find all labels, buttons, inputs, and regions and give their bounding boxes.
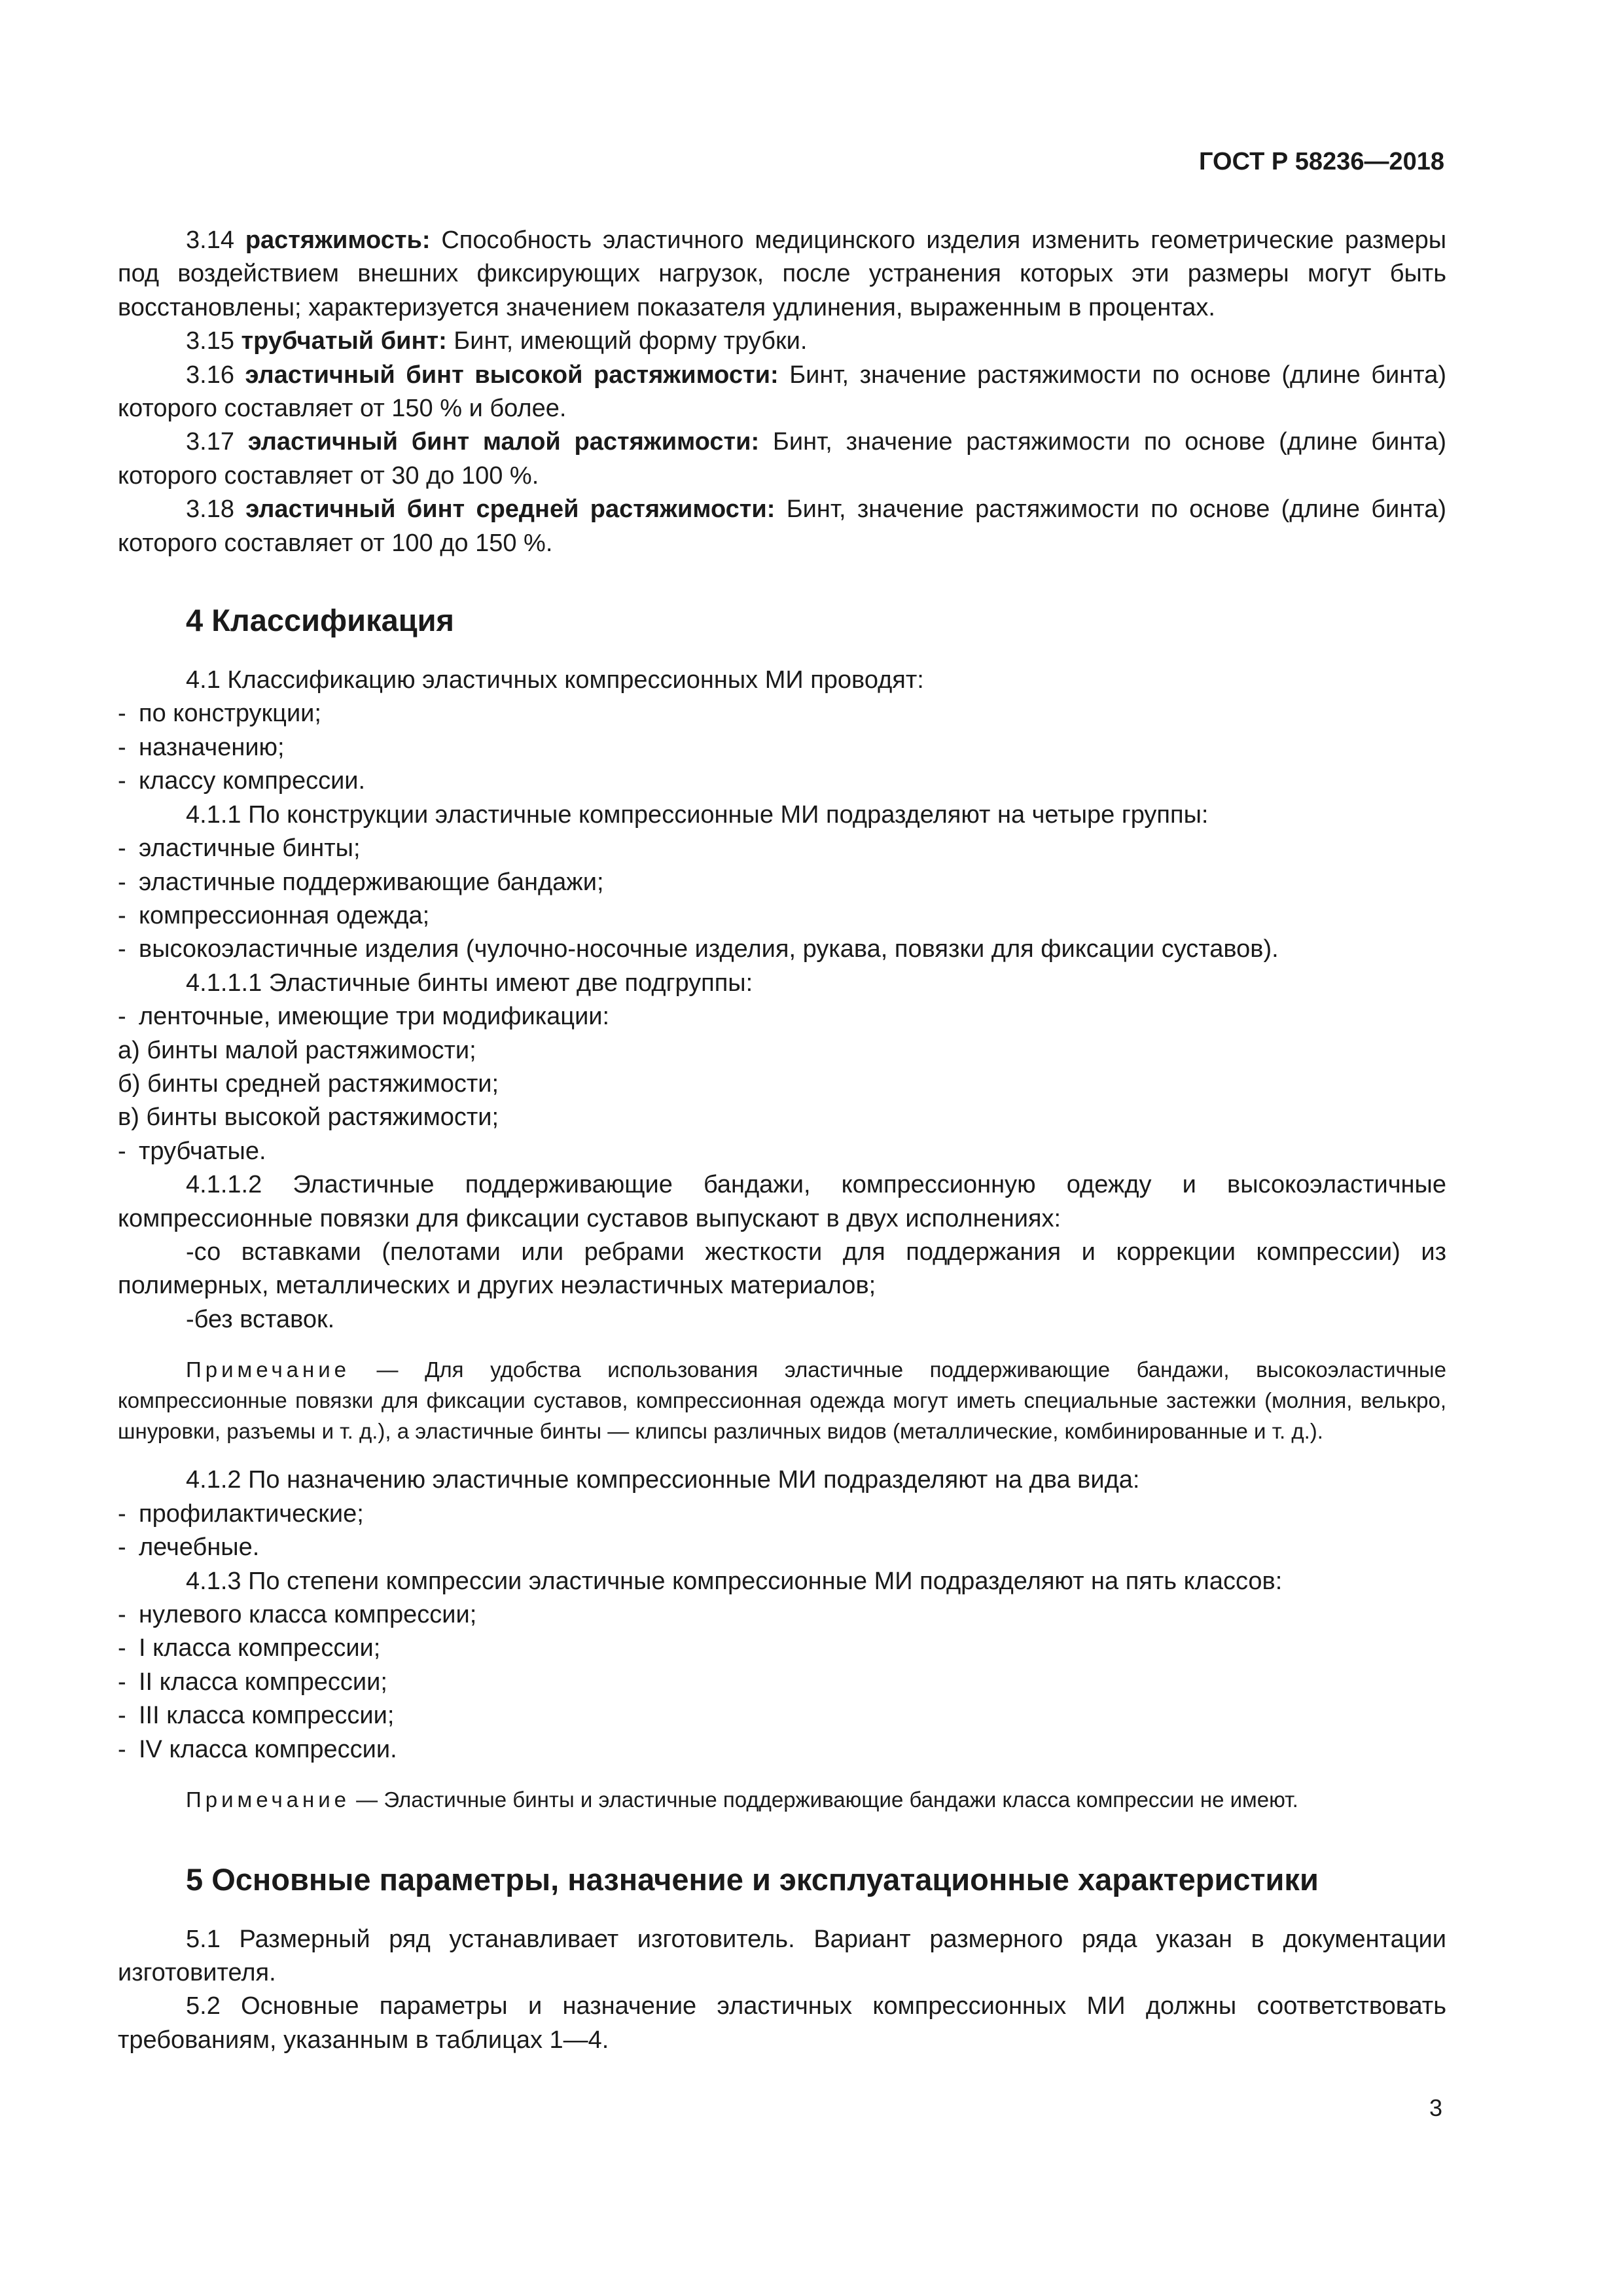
list-item: - IV класса компрессии. — [118, 1735, 397, 1763]
document-body — [118, 224, 1446, 2057]
list-item: - компрессионная одежда; — [118, 901, 430, 929]
definition-3-14: 3.14 растяжимость: Способность эластичного медицинского изделия изменить геометрические размеры под воздействием внешних фиксирующих нагрузок, после устранения которых эти размеры могут быть восстановлены; характеризуется значением показателя удлинения, выраженным в процентах. — [118, 226, 1447, 321]
list-item: б) бинты средней растяжимости; — [118, 1069, 499, 1098]
section-5-title: 5 Основные параметры, назначение и эксплуатационные характеристики — [186, 1861, 1319, 1897]
paragraph-4-1: 4.1 Классификацию эластичных компрессионных МИ проводят: — [186, 666, 924, 694]
note-label: Примечание — [186, 1357, 351, 1382]
list-item: - профилактические; — [118, 1499, 364, 1528]
paragraph-4-1-1: 4.1.1 По конструкции эластичные компрессионные МИ подразделяют на четыре группы: — [186, 800, 1209, 829]
paragraph-4-1-3: 4.1.3 По степени компрессии эластичные компрессионные МИ подразделяют на пять классов: — [186, 1567, 1283, 1595]
paragraph-4-1-1-1: 4.1.1.1 Эластичные бинты имеют две подгруппы: — [186, 969, 753, 997]
definition-3-18: 3.18 эластичный бинт средней растяжимости: Бинт, значение растяжимости по основе (длине бинта) которого составляет от 100 до 150 %. — [118, 495, 1446, 557]
page-number: 3 — [1429, 2094, 1442, 2121]
list-item: - назначению; — [118, 733, 285, 761]
list-item: - лечебные. — [118, 1534, 260, 1562]
list-item: - III класса компрессии; — [118, 1702, 395, 1730]
list-item: - по конструкции; — [118, 700, 321, 728]
paragraph-5-1: 5.1 Размерный ряд устанавливает изготовитель. Вариант размерного ряда указан в документации изготовителя. — [118, 1925, 1446, 1987]
section-4-title: 4 Классификация — [186, 603, 454, 638]
note-1: Примечание — Для удобства использования эластичные поддерживающие бандажи, высокоэластичные компрессионные повязки для фиксации суставов, компрессионная одежда могут иметь специальные застежки (молния, велькро, шнуровки, разъемы и т. д.), а эластичные бинты — клипсы различных видов (металлические, комбинированные и т. д.). — [118, 1357, 1446, 1443]
definition-3-17: 3.17 эластичный бинт малой растяжимости: Бинт, значение растяжимости по основе (длине бинта) которого составляет от 30 до 100 %. — [118, 428, 1446, 490]
definition-3-16: 3.16 эластичный бинт высокой растяжимости: Бинт, значение растяжимости по основе (длине бинта) которого составляет от 150 % и более. — [118, 361, 1447, 423]
paragraph-5-2: 5.2 Основные параметры и назначение эластичных компрессионных МИ должны соответствовать требованиям, указанным в таблицах 1—4. — [118, 1992, 1446, 2054]
list-item: а) бинты малой растяжимости; — [118, 1036, 476, 1064]
list-item: -со вставками (пелотами или ребрами жесткости для поддержания и коррекции компрессии) из полимерных, металлических и других неэластичных материалов; — [118, 1238, 1446, 1300]
list-item: - эластичные поддерживающие бандажи; — [118, 868, 604, 896]
note-2: Примечание — Эластичные бинты и эластичные поддерживающие бандажи класса компрессии не имеют. — [186, 1787, 1298, 1812]
list-item: в) бинты высокой растяжимости; — [118, 1103, 499, 1132]
list-item: - ленточные, имеющие три модификации: — [118, 1003, 610, 1031]
definition-3-15: 3.15 трубчатый бинт: Бинт, имеющий форму трубки. — [186, 327, 808, 355]
list-item: - классу компрессии. — [118, 767, 366, 795]
list-item: - эластичные бинты; — [118, 834, 361, 863]
list-item: - II класса компрессии; — [118, 1668, 387, 1696]
document-header: ГОСТ Р 58236—2018 — [1199, 148, 1444, 175]
paragraph-4-1-2: 4.1.2 По назначению эластичные компрессионные МИ подразделяют на два вида: — [186, 1466, 1140, 1494]
list-item: - нулевого класса компрессии; — [118, 1600, 477, 1628]
paragraph-4-1-1-2: 4.1.1.2 Эластичные поддерживающие бандажи, компрессионную одежду и высокоэластичные компрессионные повязки для фиксации суставов выпускают в двух исполнениях: — [118, 1171, 1446, 1232]
list-item: -без вставок. — [186, 1305, 335, 1333]
note-label: Примечание — [186, 1787, 351, 1812]
list-item: - трубчатые. — [118, 1137, 266, 1165]
list-item: - высокоэластичные изделия (чулочно-носочные изделия, рукава, повязки для фиксации суставов). — [118, 935, 1279, 963]
list-item: - I класса компрессии; — [118, 1634, 381, 1662]
